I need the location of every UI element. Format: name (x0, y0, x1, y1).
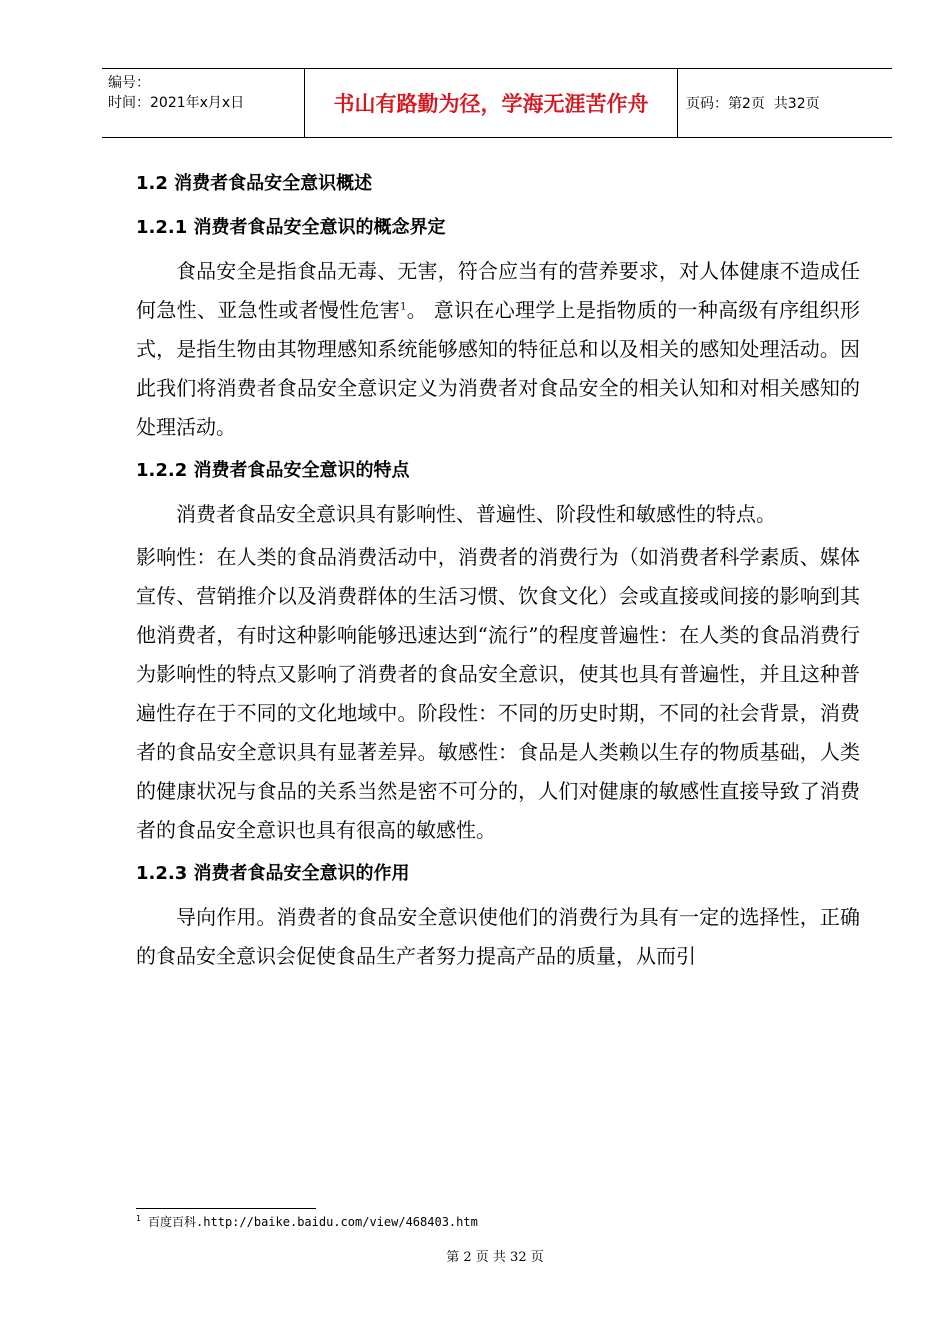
header-motto: 书山有路勤为径，学海无涯苦作舟 (304, 69, 678, 137)
header-time-label: 时间：2021年x月x日 (108, 95, 245, 111)
page-header (102, 68, 892, 138)
footnote-marker: 1 (136, 1214, 141, 1223)
subsection-title-concept: 1.2.1 消费者食品安全意识的概念界定 (136, 217, 446, 238)
footnote-divider (136, 1208, 316, 1209)
subsection-title-role: 1.2.3 消费者食品安全意识的作用 (136, 863, 410, 884)
paragraph-concept-text-b: 。 意识在心理学上是指物质的一种高级有序组织形式，是指生物由其物理感知系统能够感知的特征总和以及相关的感知处理活动。因此我们将消费者食品安全意识定义为消费者对食品安全的相关认知和对相关感知的处理活动。 (136, 298, 861, 439)
header-number-label: 编号： (108, 75, 150, 91)
subsection-title-features: 1.2.2 消费者食品安全意识的特点 (136, 460, 410, 481)
paragraph-concept (136, 252, 860, 447)
section-title: 1.2 消费者食品安全意识概述 (136, 173, 373, 194)
footnote-reference[interactable]: 1 (400, 301, 407, 313)
paragraph-features-intro: 消费者食品安全意识具有影响性、普遍性、阶段性和敏感性的特点。 (176, 502, 776, 526)
header-meta (102, 69, 304, 137)
paragraph-concept-text-a: 食品安全是指食品无毒、无害，符合应当有的营养要求，对人体健康不造成任何急性、亚急性或者慢性危害 (136, 259, 860, 322)
header-page-info (678, 69, 892, 137)
footnote (136, 1213, 478, 1230)
header-page-info-text: 页码：第2页 共32页 (686, 96, 820, 112)
paragraph-role: 导向作用。消费者的食品安全意识使他们的消费行为具有一定的选择性，正确的食品安全意识会促使食品生产者努力提高产品的质量，从而引 (136, 905, 860, 968)
paragraph-features-detail: 影响性：在人类的食品消费活动中，消费者的消费行为（如消费者科学素质、媒体宣传、营销推介以及消费群体的生活习惯、饮食文化）会或直接或间接的影响到其他消费者，有时这种影响能够迅速达到“流行”的程度普遍性：在人类的食品消费行为影响性的特点又影响了消费者的食品安全意识，使其也具有普遍性，并且这种普遍性存在于不同的文化地域中。阶段性：不同的历史时期，不同的社会背景，消费者的食品安全意识具有显著差异。敏感性：食品是人类赖以生存的物质基础，人类的健康状况与食品的关系当然是密不可分的，人们对健康的敏感性直接导致了消费者的食品安全意识也具有很高的敏感性。 (136, 545, 860, 842)
document-body (136, 164, 860, 980)
page-footer: 第 2 页 共 32 页 (446, 1250, 544, 1265)
footnote-text: 百度百科.http://baike.baidu.com/view/468403.htm (140, 1215, 478, 1229)
